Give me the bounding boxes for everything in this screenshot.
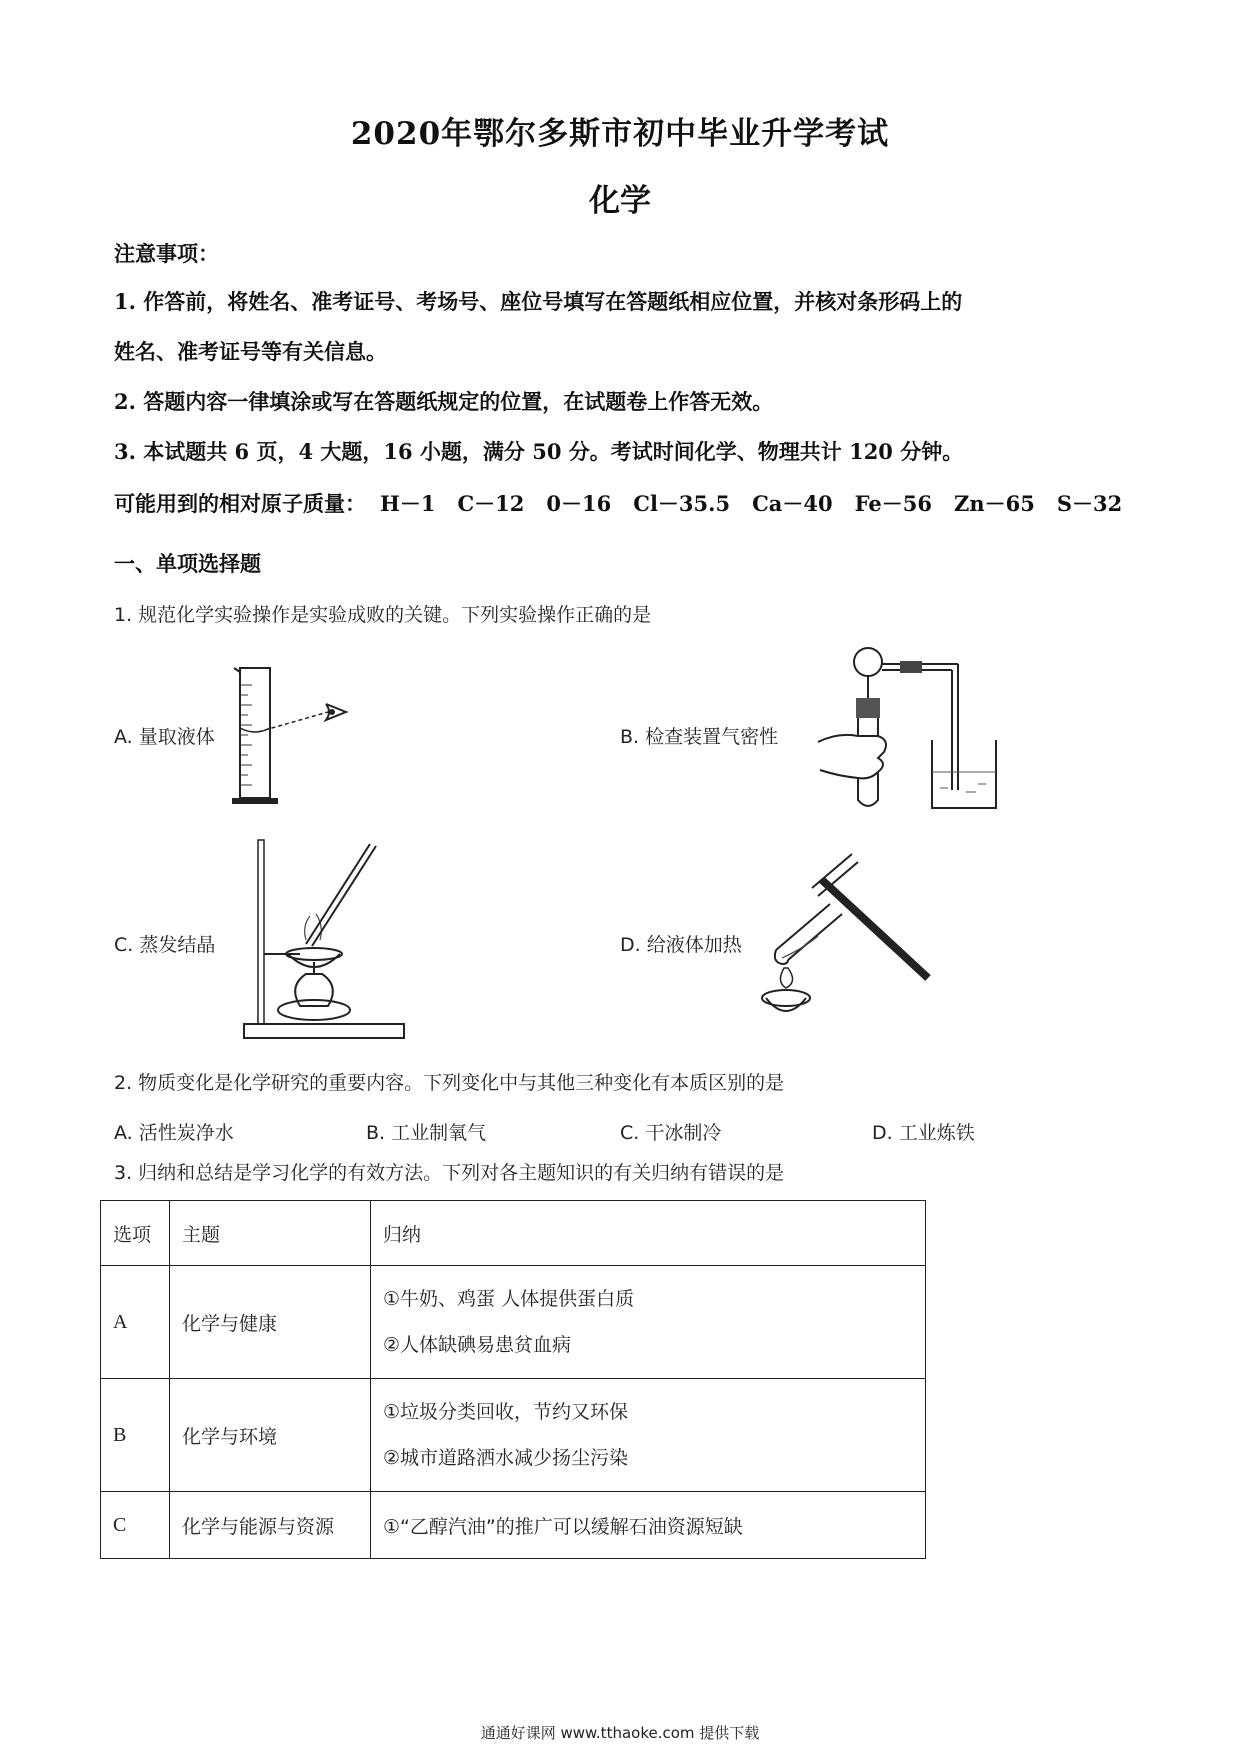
- section-heading: 一、单项选择题: [114, 551, 261, 576]
- summary-item: ①牛奶、鸡蛋 人体提供蛋白质: [383, 1288, 635, 1310]
- atomic-masses: [114, 488, 1144, 518]
- q3-table: [100, 1200, 926, 1559]
- note-item-1: 1. 作答前，将姓名、准考证号、考场号、座位号填写在答题纸相应位置，并核对条形码上的: [114, 289, 963, 314]
- q2-option-c: C. 干冰制冷: [620, 1122, 722, 1144]
- exam-title: 2020年鄂尔多斯市初中毕业升学考试: [350, 116, 890, 152]
- q1-option-c: C. 蒸发结晶: [114, 934, 216, 956]
- header-option: 选项: [101, 1201, 170, 1266]
- row-topic: 化学与能源与资源: [170, 1492, 371, 1559]
- note-item-2: 2. 答题内容一律填涂或写在答题纸规定的位置，在试题卷上作答无效。: [114, 389, 774, 414]
- q1-option-a: A. 量取液体: [114, 726, 215, 748]
- row-option: A: [101, 1266, 170, 1379]
- airtightness-check-figure: [808, 640, 1008, 818]
- table-row: [101, 1492, 926, 1559]
- mass-h: H－1: [380, 491, 436, 516]
- heating-liquid-figure: [758, 848, 938, 1024]
- notes-heading: 注意事项：: [114, 241, 219, 266]
- note-item-3: 3. 本试题共 6 页，4 大题，16 小题，满分 50 分。考试时间化学、物理共计 120 分钟。: [114, 439, 964, 464]
- table-row: [101, 1379, 926, 1492]
- header-topic: 主题: [170, 1201, 371, 1266]
- mass-c: C－12: [457, 491, 525, 516]
- footer-credit: 通通好课网 www.tthaoke.com 提供下载: [480, 1724, 760, 1742]
- mass-cl: Cl－35.5: [633, 491, 731, 516]
- summary-item: ②城市道路洒水减少扬尘污染: [383, 1447, 629, 1469]
- q2-option-a: A. 活性炭净水: [114, 1122, 234, 1144]
- q1-option-d: D. 给液体加热: [620, 934, 742, 956]
- summary-item: ①“乙醇汽油”的推广可以缓解石油资源短缺: [371, 1492, 926, 1559]
- q3-stem: 3. 归纳和总结是学习化学的有效方法。下列对各主题知识的有关归纳有错误的是: [114, 1162, 785, 1184]
- q2-option-b: B. 工业制氧气: [366, 1122, 487, 1144]
- graduated-cylinder-figure: [228, 660, 358, 810]
- summary-item: ②人体缺碘易患贫血病: [383, 1334, 572, 1356]
- row-option: C: [101, 1492, 170, 1559]
- evaporation-figure: [240, 836, 410, 1042]
- atomic-masses-label: 可能用到的相对原子质量：: [114, 491, 366, 516]
- mass-o: 0－16: [546, 491, 612, 516]
- row-topic: 化学与环境: [170, 1379, 371, 1492]
- row-topic: 化学与健康: [170, 1266, 371, 1379]
- table-header-row: [101, 1201, 926, 1266]
- q2-option-d: D. 工业炼铁: [872, 1122, 975, 1144]
- header-summary: 归纳: [371, 1201, 926, 1266]
- mass-zn: Zn－65: [953, 491, 1035, 516]
- subject-title: 化学: [589, 183, 651, 219]
- q1-option-b: B. 检查装置气密性: [620, 726, 779, 748]
- mass-s: S－32: [1056, 491, 1123, 516]
- mass-ca: Ca－40: [752, 491, 833, 516]
- summary-item: ①垃圾分类回收，节约又环保: [383, 1401, 629, 1423]
- row-option: B: [101, 1379, 170, 1492]
- note-item-1-cont: 姓名、准考证号等有关信息。: [114, 339, 387, 364]
- table-row: [101, 1266, 926, 1379]
- mass-fe: Fe－56: [854, 491, 932, 516]
- q2-stem: 2. 物质变化是化学研究的重要内容。下列变化中与其他三种变化有本质区别的是: [114, 1072, 785, 1094]
- q1-stem: 1. 规范化学实验操作是实验成败的关键。下列实验操作正确的是: [114, 604, 652, 626]
